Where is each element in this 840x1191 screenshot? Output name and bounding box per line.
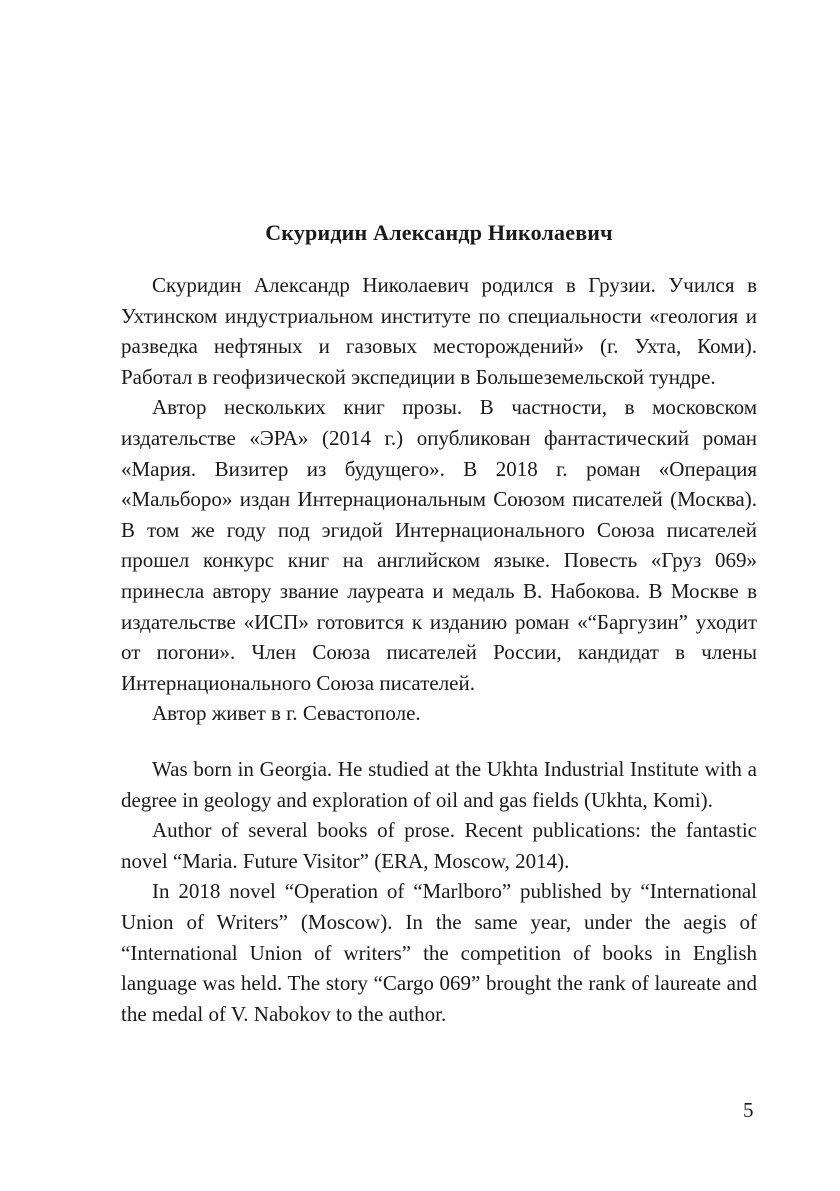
english-biography [121,754,757,1029]
russian-biography [121,270,757,729]
page-number: 5 [743,1098,754,1122]
russian-paragraph-2: Автор нескольких книг прозы. В частности, в московском издательстве «ЭРА» (2014 г.) опубликован фантастический роман «Мария. Визитер из будущего». В 2018 г. роман «Операция «Мальборо» издан Интернациональным Союзом писателей (Москва). В том же году под эгидой Интернационального Союза писателей прошел конкурс книг на английском языке. Повесть «Груз 069» принесла автору звание лауреата и медаль В. Набокова. В Москве в издательстве «ИСП» готовится к изданию роман «“Баргузин” уходит от погони». Член Союза писателей России, кандидат в члены Интернационального Союза писателей. [121,395,757,695]
english-paragraph-3: In 2018 novel “Operation of “Marlboro” published by “International Union of Writers” (Moscow). In the same year, under the aegis of “International Union of writers” the competition of books in English language was held. The story “Cargo 069” brought the rank of laureate and the medal of V. Nabokov to the author. [121,879,757,1026]
page-title: Скуридин Александр Николаевич [265,220,613,245]
russian-paragraph-1: Скуридин Александр Николаевич родился в Грузии. Учился в Ухтинском индустриальном институте по специальности «геология и разведка нефтяных и газовых месторождений» (г. Ухта, Коми). Работал в геофизической экспедиции в Большеземельской тундре. [121,273,757,389]
russian-paragraph-3: Автор живет в г. Севастополе. [152,701,421,726]
english-paragraph-2: Author of several books of prose. Recent publications: the fantastic novel “Maria. Future Visitor” (ERA, Moscow, 2014). [121,818,757,873]
english-paragraph-1: Was born in Georgia. He studied at the Ukhta Industrial Institute with a degree in geology and exploration of oil and gas fields (Ukhta, Komi). [121,757,757,812]
